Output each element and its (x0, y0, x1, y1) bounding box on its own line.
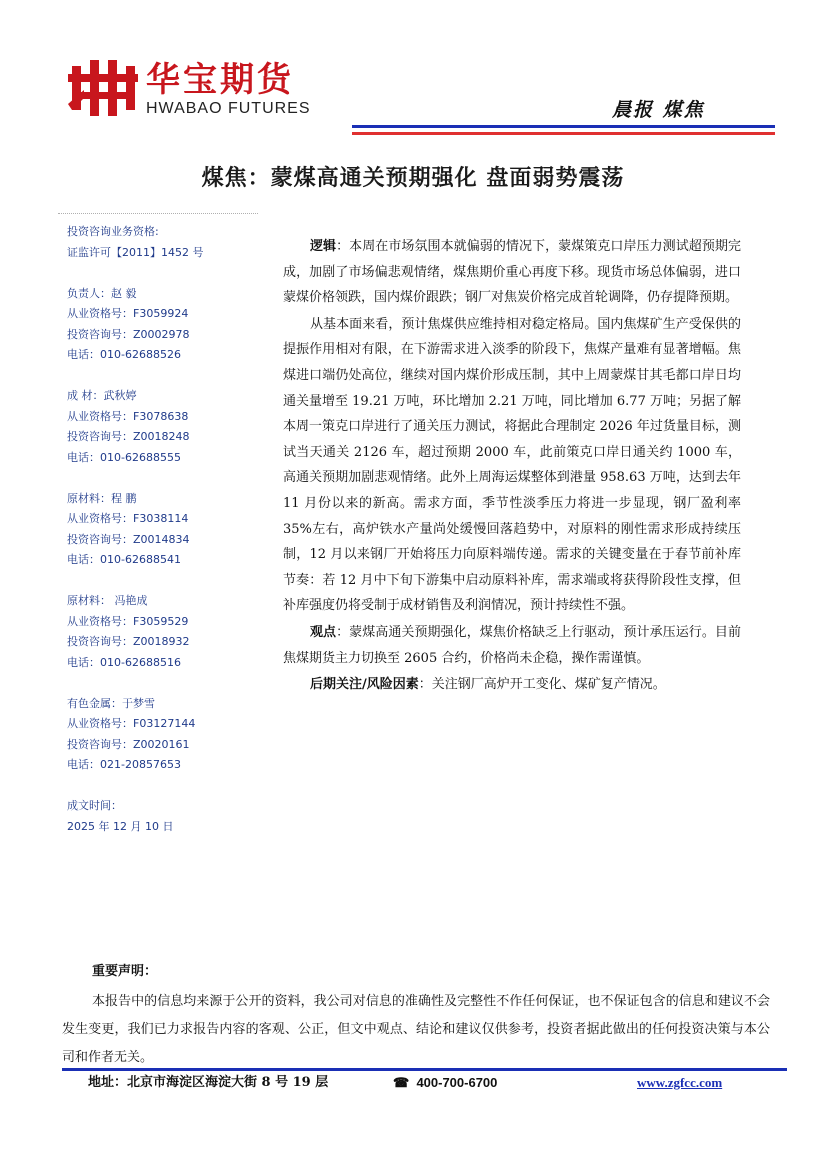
person-license: 从业资格号：F3078638 (67, 409, 189, 423)
person-phone: 电话：010-62688555 (67, 450, 181, 464)
person-phone: 电话：010-62688541 (67, 553, 181, 566)
logo-chinese-name: 华宝期货 (146, 60, 294, 100)
person-license: 从业资格号：F3059529 (67, 614, 189, 628)
footer-phone (393, 1074, 497, 1092)
person-phone: 电话：021-20857653 (67, 758, 181, 771)
risk-label: 后期关注/风险因素 (310, 677, 419, 693)
person-block (67, 591, 267, 673)
person-license: 从业资格号：F03127144 (67, 717, 196, 730)
footer-address: 地址：北京市海淀区海淀大街 8 号 19 层 (88, 1075, 329, 1090)
person-advisory: 投资咨询号：Z0018932 (67, 635, 190, 648)
sidebar (67, 222, 267, 858)
logo-english-name: HWABAO FUTURES (146, 100, 311, 117)
person-advisory: 投资咨询号：Z0018248 (67, 430, 190, 443)
date-value: 2025 年 12 月 10 日 (67, 819, 174, 833)
person-advisory: 投资咨询号：Z0002978 (67, 327, 190, 341)
person-block (67, 489, 267, 571)
qualification-value: 证监许可【2011】1452 号 (67, 245, 204, 259)
header-rule-red (352, 132, 775, 135)
main-content (283, 234, 741, 699)
disclaimer-title: 重要声明： (92, 964, 158, 979)
logic-label: 逻辑 (310, 239, 337, 254)
risk-paragraph (283, 672, 741, 698)
date-block (67, 796, 267, 837)
report-type: 晨报 煤焦 (612, 99, 705, 121)
risk-text: ：关注钢厂高炉开工变化、煤矿复产情况。 (418, 677, 666, 693)
person-role: 有色金属：于梦雪 (67, 696, 155, 710)
person-advisory: 投资咨询号：Z0014834 (67, 532, 190, 546)
header-rule-blue (352, 125, 775, 128)
person-role: 原材料： 冯艳成 (67, 594, 148, 607)
logic-text: ：本周在市场氛围本就偏弱的情况下，蒙煤策克口岸压力测试超预期完成，加剧了市场偏悲观情绪，煤焦期价重心再度下移。现货市场总体偏弱，进口蒙煤价格领跌，国内煤价跟跌；钢厂对焦炭价格完成首轮调降，仍存提降预期。 (283, 239, 741, 306)
disclaimer-text: 本报告中的信息均来源于公开的资料，我公司对信息的准确性及完整性不作任何保证，也不保证包含的信息和建议不会发生变更，我们已力求报告内容的客观、公正，但文中观点、结论和建议仅供参考，投资者据此做出的任何投资决策与本公司和作者无关。 (62, 994, 770, 1065)
view-paragraph (283, 620, 741, 671)
qualification-block (67, 222, 267, 263)
phone-icon: ☎ (393, 1075, 410, 1090)
date-label: 成文时间： (67, 799, 122, 812)
person-license: 从业资格号：F3038114 (67, 512, 189, 525)
logic-paragraph (283, 234, 741, 311)
view-text: ：蒙煤高通关预期强化，煤焦价格缺乏上行驱动，预计承压运行。目前焦煤期货主力切换至 2605 合约，价格尚未企稳，操作需谨慎。 (283, 624, 741, 666)
person-block (67, 694, 267, 776)
qualification-label: 投资咨询业务资格: (67, 225, 159, 238)
fundamentals-paragraph: 从基本面来看，预计焦煤供应维持相对稳定格局。国内焦煤矿生产受保供的提振作用相对有限，在下游需求进入淡季的阶段下，焦煤产量难有显著增幅。焦煤进口端仍处高位，继续对国内煤价形成压制，其中上周蒙煤甘其毛都口岸日均通关量增至 19.21 万吨，环比增加 2.21 万吨，同比增加 6.77 万吨；另据了解本周一策克口岸进行了通关压力测试，将据此合理制定 2026 年过货量目标，测试当天通关 2126 车，超过预期 2000 车，此前策克口岸日通关约 1000 车，高通关预期加剧悲观情绪。此外上周海运煤整体到港量 958.63 万吨，达到去年 11 月份以来的新高。需求方面，季节性淡季压力将进一步显现，钢厂盈利率 35%左右，高炉铁水产量尚处缓慢回落趋势中，对原料的刚性需求形成持续压制，12 月以来钢厂开始将压力向原料端传递。需求的关键变量在于春节前补库节奏：若 12 月中下旬下游集中启动原料补库，需求端或将获得阶段性支撑，但补库强度仍将受制于成材销售及利润情况，预计持续性不强。 (283, 316, 741, 614)
view-label: 观点 (310, 624, 337, 640)
person-phone: 电话：010-62688526 (67, 348, 181, 361)
footer-website-link[interactable]: www.zgfcc.com (637, 1075, 723, 1090)
person-block (67, 284, 267, 366)
person-role: 原材料：程 鹏 (67, 491, 137, 505)
person-block (67, 386, 267, 468)
person-license: 从业资格号：F3059924 (67, 307, 189, 320)
person-phone: 电话：010-62688516 (67, 655, 181, 669)
person-role: 成 材：武秋婷 (67, 389, 137, 402)
sidebar-divider (58, 213, 258, 214)
person-advisory: 投资咨询号：Z0020161 (67, 737, 190, 751)
person-role: 负责人：赵 毅 (67, 286, 137, 300)
company-logo-icon (68, 60, 138, 116)
footer-rule (62, 1068, 787, 1071)
phone-number: 400-700-6700 (416, 1075, 498, 1090)
page-title: 煤焦：蒙煤高通关预期强化 盘面弱势震荡 (201, 165, 625, 191)
